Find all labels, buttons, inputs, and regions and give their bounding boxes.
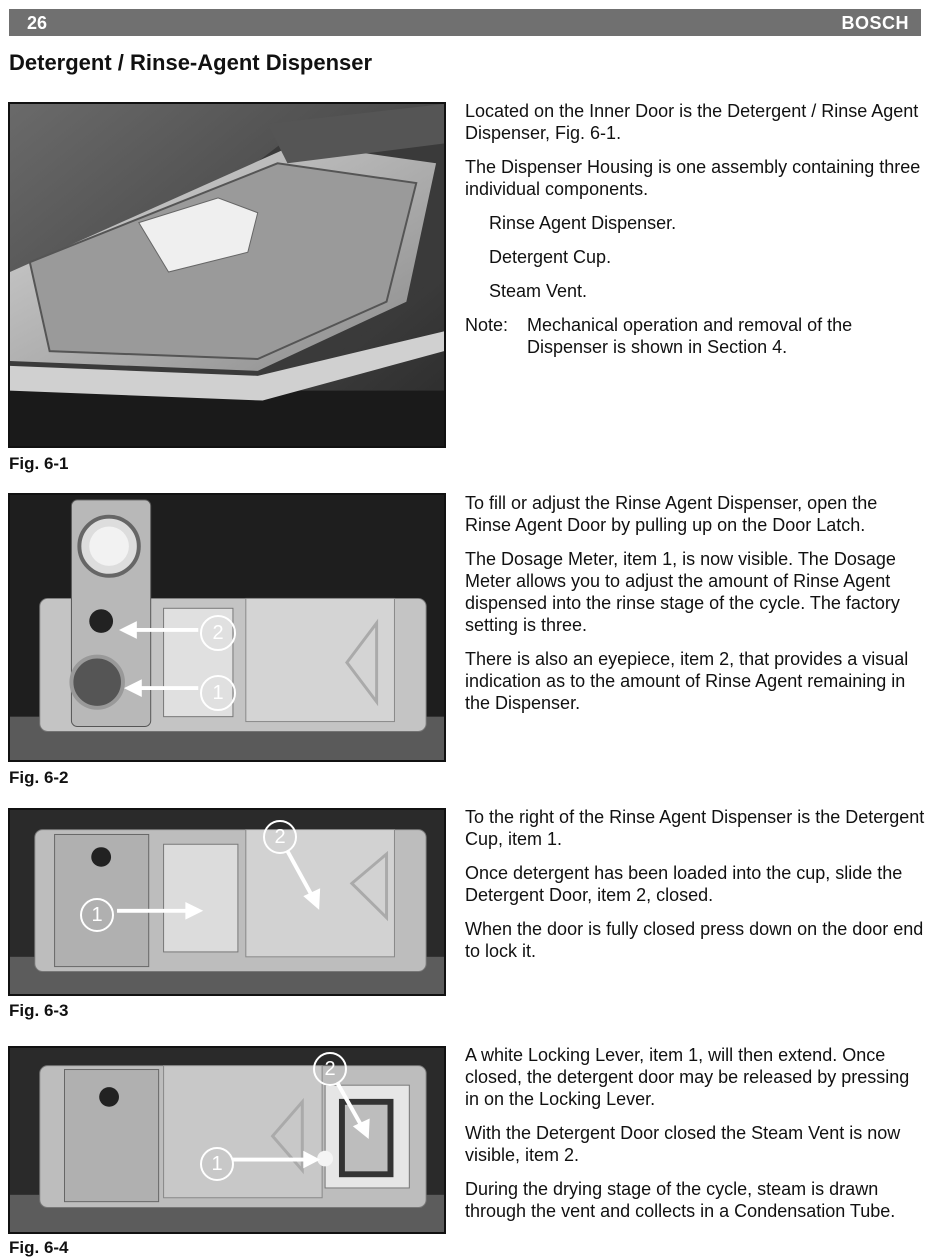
figure-6-4-photo [8,1046,446,1234]
paragraph: To the right of the Rinse Agent Dispenser is the Detergent Cup, item 1. [465,807,925,849]
callout-2: 2 [263,820,297,854]
figure-6-1-photo [8,102,446,448]
callout-1: 1 [80,898,114,932]
paragraph: During the drying stage of the cycle, steam is drawn through the vent and collects in a Condensation Tube. [465,1179,896,1221]
page-number: 26 [27,13,48,33]
figure-6-4-label: Fig. 6-4 [9,1238,69,1257]
paragraph: Located on the Inner Door is the Detergent / Rinse Agent Dispenser, Fig. 6-1. [465,101,919,143]
figure-6-3-label: Fig. 6-3 [9,1001,69,1020]
paragraph: Once detergent has been loaded into the cup, slide the Detergent Door, item 2, closed. [465,863,903,905]
paragraph: There is also an eyepiece, item 2, that provides a visual indication as to the amount of Rinse Agent remaining in the Dispenser. [465,649,909,713]
component-item: Detergent Cup. [489,247,612,267]
paragraph: The Dosage Meter, item 1, is now visible. The Dosage Meter allows you to adjust the amount of Rinse Agent dispensed into the rinse stage of the cycle. The factory setting is three. [465,549,900,635]
component-item: Steam Vent. [489,281,588,301]
figure-6-3-photo [8,808,446,996]
brand-name: BOSCH [841,13,909,33]
figure-6-2-label: Fig. 6-2 [9,768,69,787]
figure-6-3-text [465,806,925,974]
callout-2: 2 [200,615,236,651]
callout-1: 1 [200,675,236,711]
figure-6-4-text [465,1044,925,1234]
callout-1: 1 [200,1147,234,1181]
paragraph: A white Locking Lever, item 1, will then extend. Once closed, the detergent door may be released by pressing in on the Locking Lever. [465,1045,910,1109]
paragraph: To fill or adjust the Rinse Agent Dispenser, open the Rinse Agent Door by pulling up on the Door Latch. [465,493,878,535]
paragraph: When the door is fully closed press down on the door end to lock it. [465,919,924,961]
note-label: Note: [465,315,509,335]
note [465,314,925,358]
callout-2: 2 [313,1052,347,1086]
figure-6-1-label: Fig. 6-1 [9,454,69,473]
note-text: Mechanical operation and removal of the Dispenser is shown in Section 4. [527,315,853,357]
figure-6-2-text [465,492,925,726]
figure-6-1-text [465,100,925,358]
page-header-bar [9,9,921,36]
paragraph: The Dispenser Housing is one assembly containing three individual components. [465,157,921,199]
component-item: Rinse Agent Dispenser. [489,213,677,233]
figure-6-2-photo [8,493,446,762]
paragraph: With the Detergent Door closed the Steam Vent is now visible, item 2. [465,1123,901,1165]
section-title: Detergent / Rinse-Agent Dispenser [9,50,373,75]
